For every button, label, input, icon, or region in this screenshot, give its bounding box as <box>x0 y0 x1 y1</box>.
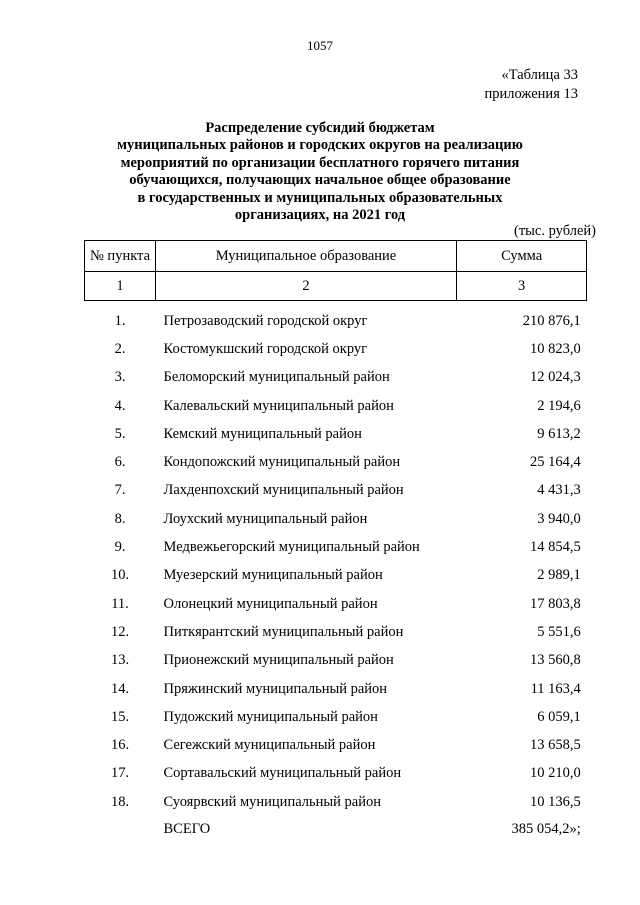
row-amount: 12 024,3 <box>530 369 581 386</box>
row-number: 7. <box>114 482 126 499</box>
row-number: 4. <box>114 397 126 414</box>
row-number: 2. <box>114 340 126 357</box>
page-number: 1057 <box>307 38 333 53</box>
row-municipality: Лахденпохский муниципальный район <box>163 482 404 499</box>
table-reference-line1: «Таблица 33 <box>501 67 578 83</box>
row-number: 11. <box>111 595 129 612</box>
header-municipality: Муниципальное образование <box>156 241 457 272</box>
row-municipality: Петрозаводский городской округ <box>163 312 368 329</box>
row-number: 12. <box>110 623 130 640</box>
row-municipality: Лоухский муниципальный район <box>163 510 368 527</box>
subsidies-table <box>84 240 587 842</box>
total-amount: 385 054,2»; <box>511 820 581 837</box>
row-number: 16. <box>110 737 130 754</box>
table-row <box>85 505 587 533</box>
row-amount: 17 803,8 <box>530 595 581 612</box>
row-amount: 5 551,6 <box>537 623 581 640</box>
row-number: 1. <box>114 312 126 329</box>
row-amount: 13 560,8 <box>530 652 581 669</box>
row-amount: 10 823,0 <box>530 340 581 357</box>
table-row <box>85 647 587 675</box>
title-line: муниципальных районов и городских округов на реализацию <box>117 137 523 154</box>
table-row <box>85 675 587 703</box>
row-amount: 6 059,1 <box>537 708 581 725</box>
table-row <box>85 760 587 788</box>
row-amount: 10 136,5 <box>530 793 581 810</box>
table-row <box>85 448 587 476</box>
row-municipality: Медвежьегорский муниципальный район <box>163 539 420 556</box>
row-municipality: Сегежский муниципальный район <box>163 737 376 754</box>
title-line: мероприятий по организации бесплатного горячего питания <box>120 154 520 171</box>
row-number: 18. <box>110 793 130 810</box>
row-municipality: Олонецкий муниципальный район <box>163 595 378 612</box>
row-municipality: Кемский муниципальный район <box>163 425 362 442</box>
row-amount: 9 613,2 <box>537 425 581 442</box>
table-reference-line2: приложения 13 <box>484 86 578 102</box>
table-row <box>85 420 587 448</box>
table-row <box>85 788 587 816</box>
row-amount: 4 431,3 <box>537 482 581 499</box>
row-amount: 11 163,4 <box>530 680 581 697</box>
header-number: № пункта <box>85 241 156 272</box>
unit-note: (тыс. рублей) <box>514 223 596 239</box>
title-line: Распределение субсидий бюджетам <box>205 120 435 136</box>
table-row <box>85 307 587 335</box>
document-title <box>60 120 580 224</box>
total-spacer <box>85 816 156 842</box>
row-amount: 10 210,0 <box>530 765 581 782</box>
row-municipality: Беломорский муниципальный район <box>163 369 390 386</box>
row-number: 10. <box>110 567 130 584</box>
row-amount: 210 876,1 <box>522 312 581 329</box>
row-municipality: Сортавальский муниципальный район <box>163 765 402 782</box>
row-municipality: Пряжинский муниципальный район <box>163 680 388 697</box>
total-label: ВСЕГО <box>163 820 211 837</box>
column-index: 3 <box>457 272 587 301</box>
table-row <box>85 590 587 618</box>
row-municipality: Суоярвский муниципальный район <box>163 793 381 810</box>
table-reference <box>485 66 578 104</box>
table-row <box>85 477 587 505</box>
row-municipality: Кондопожский муниципальный район <box>163 454 401 471</box>
title-line: в государственных и муниципальных образовательных <box>137 189 503 206</box>
row-municipality: Прионежский муниципальный район <box>163 652 394 669</box>
row-number: 13. <box>110 652 130 669</box>
table-header-row <box>85 241 587 272</box>
table-row <box>85 731 587 759</box>
row-municipality: Пудожский муниципальный район <box>163 708 378 725</box>
row-amount: 3 940,0 <box>537 510 581 527</box>
row-amount: 14 854,5 <box>530 539 581 556</box>
row-number: 5. <box>114 425 126 442</box>
table-row <box>85 364 587 392</box>
row-amount: 2 989,1 <box>537 567 581 584</box>
row-municipality: Костомукшский городской округ <box>163 340 368 357</box>
row-municipality: Питкярантский муниципальный район <box>163 623 404 640</box>
title-line: организациях, на 2021 год <box>234 207 406 224</box>
column-index: 2 <box>156 272 457 301</box>
row-number: 6. <box>114 454 126 471</box>
title-line: обучающихся, получающих начальное общее образование <box>129 172 511 189</box>
row-number: 14. <box>110 680 130 697</box>
total-row <box>85 816 587 842</box>
row-number: 8. <box>114 510 126 527</box>
row-amount: 2 194,6 <box>537 397 581 414</box>
table-row <box>85 335 587 363</box>
row-amount: 13 658,5 <box>530 737 581 754</box>
row-municipality: Калевальский муниципальный район <box>163 397 394 414</box>
row-number: 15. <box>110 708 130 725</box>
table-row <box>85 562 587 590</box>
row-number: 9. <box>114 539 126 556</box>
table-body <box>85 301 587 843</box>
row-number: 3. <box>114 369 126 386</box>
row-amount: 25 164,4 <box>530 454 581 471</box>
table-row <box>85 533 587 561</box>
header-amount: Сумма <box>457 241 587 272</box>
column-index: 1 <box>85 272 156 301</box>
row-municipality: Муезерский муниципальный район <box>163 567 383 584</box>
row-number: 17. <box>110 765 130 782</box>
table-row <box>85 392 587 420</box>
table-row <box>85 618 587 646</box>
table-row <box>85 703 587 731</box>
column-index-row <box>85 272 587 301</box>
